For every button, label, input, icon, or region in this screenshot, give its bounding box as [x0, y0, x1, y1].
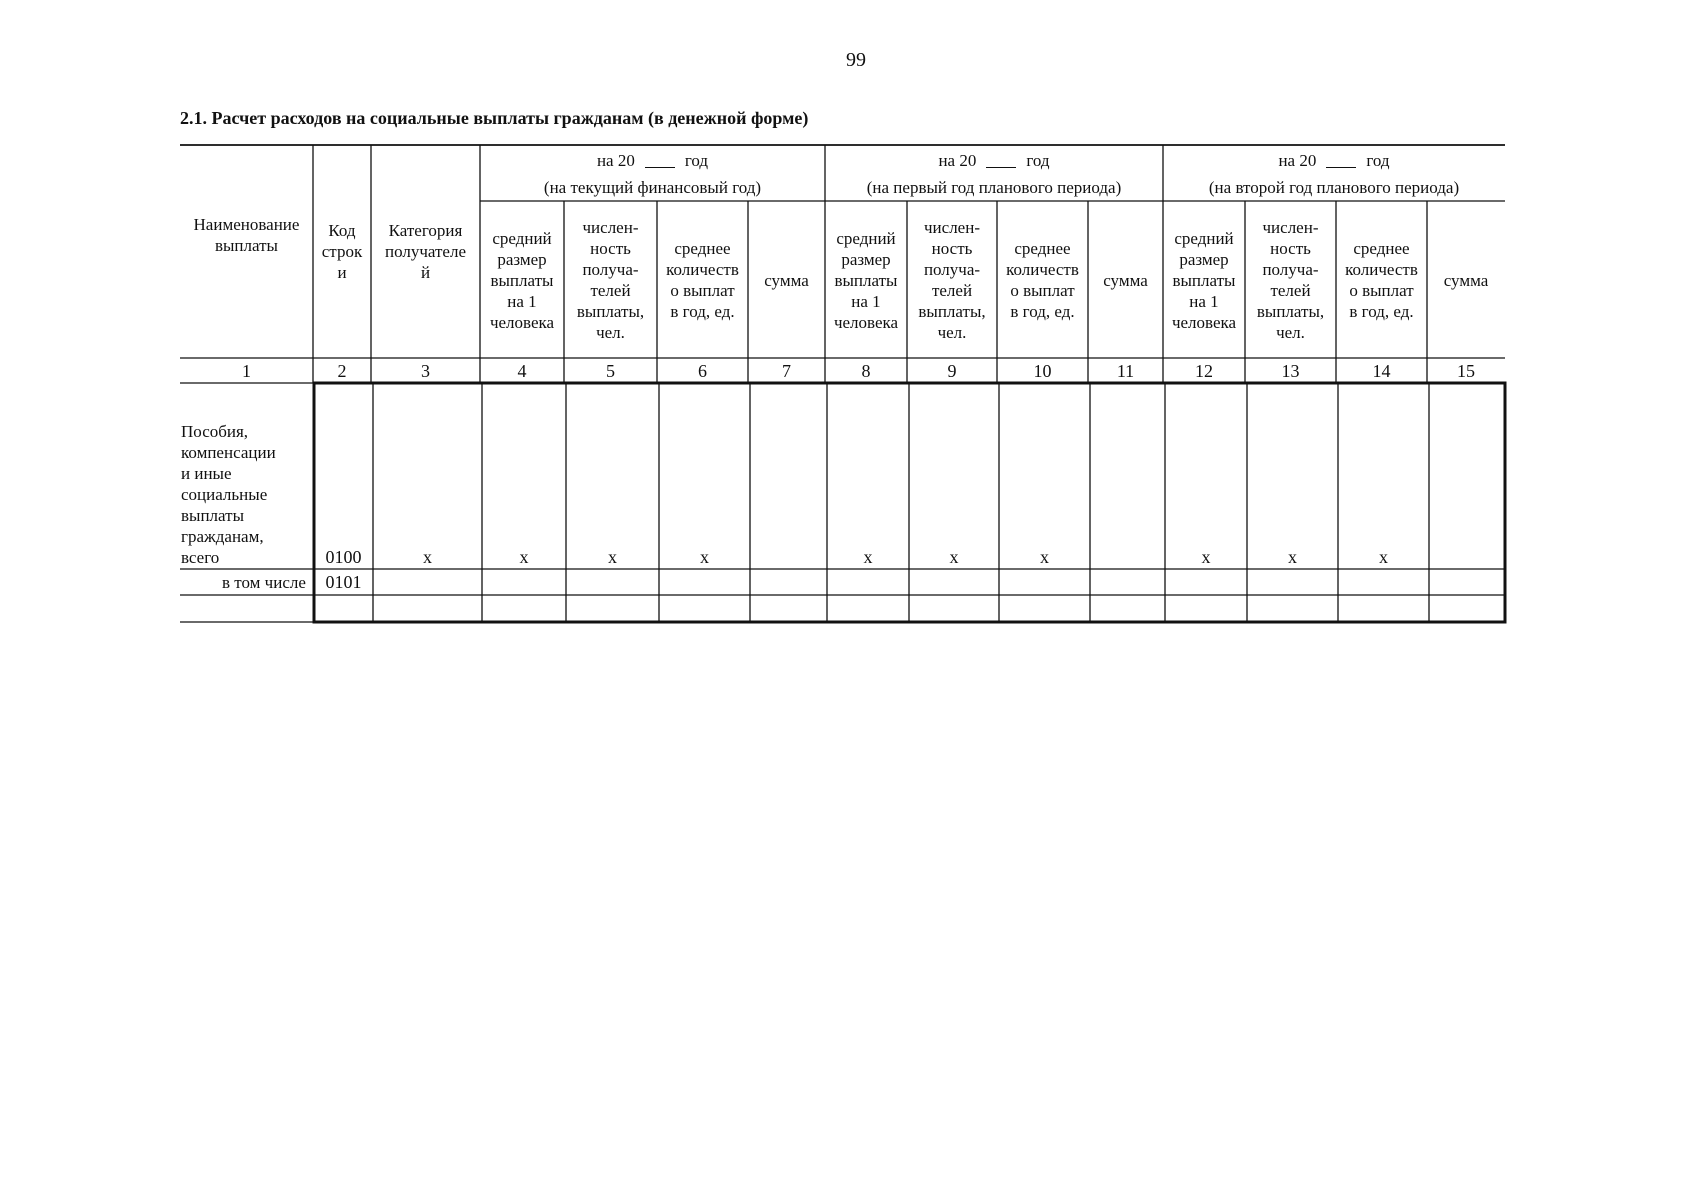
table-cell[interactable] — [1429, 596, 1505, 621]
table-cell[interactable] — [999, 570, 1090, 595]
column-number: 8 — [861, 361, 871, 381]
sub-recipients: числен- ность получа- телей выплаты, чел. — [576, 218, 645, 342]
table-cell[interactable]: x — [1040, 547, 1049, 567]
table-cell[interactable] — [482, 570, 566, 595]
row-code — [314, 596, 373, 621]
table-cell[interactable] — [1090, 540, 1165, 568]
sub-sum: сумма — [1443, 270, 1489, 290]
header-code: Код строк и — [321, 220, 363, 282]
table-cell[interactable] — [373, 570, 482, 595]
row-name-empty — [181, 596, 313, 621]
sub-avg-payment: средний размер выплаты на 1 человека — [1171, 228, 1237, 332]
table-cell[interactable] — [750, 596, 827, 621]
table-cell[interactable] — [566, 596, 659, 621]
column-number: 14 — [1372, 361, 1391, 381]
table-cell[interactable] — [750, 570, 827, 595]
column-number: 12 — [1195, 361, 1213, 381]
year-group-current-period: (на текущий финансовый год) — [543, 177, 762, 197]
sub-avg-payment: средний размер выплаты на 1 человека — [489, 228, 555, 332]
column-number: 11 — [1116, 361, 1135, 381]
year-group-current-year: на 20 год — [596, 150, 709, 170]
column-number: 2 — [337, 361, 347, 381]
table-cell[interactable] — [1247, 596, 1338, 621]
column-number: 7 — [782, 361, 791, 381]
year-group-second-year: на 20 год — [1278, 150, 1390, 170]
table-cell[interactable] — [1429, 570, 1505, 595]
sub-sum: сумма — [764, 270, 809, 290]
table-cell[interactable]: x — [863, 547, 873, 567]
table-cell[interactable] — [659, 570, 750, 595]
table-cell[interactable] — [566, 570, 659, 595]
table-cell[interactable]: x — [700, 547, 709, 567]
table-cell[interactable] — [1090, 596, 1165, 621]
table-cell[interactable] — [1090, 570, 1165, 595]
column-number: 4 — [517, 361, 527, 381]
column-number: 13 — [1281, 361, 1300, 381]
table-cell[interactable]: x — [608, 547, 617, 567]
row-code: 0101 — [325, 572, 362, 592]
table-cell[interactable] — [1247, 570, 1338, 595]
table-cell[interactable]: x — [949, 547, 959, 567]
column-number: 5 — [606, 361, 615, 381]
table-cell[interactable] — [999, 596, 1090, 621]
column-number: 15 — [1457, 361, 1475, 381]
header-name: Наименование выплаты — [193, 215, 300, 255]
table-cell[interactable] — [827, 570, 909, 595]
table-cell[interactable] — [1165, 570, 1247, 595]
table-cell[interactable] — [373, 596, 482, 621]
table-cell[interactable] — [909, 570, 999, 595]
table-cell[interactable] — [1429, 540, 1505, 568]
column-number: 1 — [242, 361, 251, 381]
sub-avg-count: среднее количеств о выплат в год, ед. — [1345, 239, 1418, 321]
table-cell[interactable] — [1338, 596, 1429, 621]
table-cell[interactable]: x — [1288, 547, 1297, 567]
table-cell[interactable] — [482, 596, 566, 621]
table-cell[interactable] — [659, 596, 750, 621]
table-cell[interactable]: x — [519, 547, 529, 567]
table-cell[interactable] — [750, 540, 827, 568]
year-group-first-period: (на первый год планового периода) — [866, 177, 1122, 197]
column-number: 10 — [1033, 361, 1052, 381]
sub-avg-payment: средний размер выплаты на 1 человека — [833, 228, 899, 332]
table-cell[interactable] — [1165, 596, 1247, 621]
sub-recipients: числен- ность получа- телей выплаты, чел. — [918, 218, 986, 342]
row-name-total: Пособия, компенсации и иные социальные выплаты гражданам, всего — [181, 421, 276, 567]
sub-sum: сумма — [1103, 270, 1148, 290]
section-title: 2.1. Расчет расходов на социальные выплаты гражданам (в денежной форме) — [180, 108, 809, 128]
page-number: 99 — [846, 49, 866, 71]
year-group-second-period: (на второй год планового периода) — [1208, 177, 1460, 197]
sub-avg-count: среднее количеств о выплат в год, ед. — [1006, 239, 1079, 321]
table-cell[interactable]: x — [423, 547, 432, 567]
sub-recipients: числен- ность получа- телей выплаты, чел. — [1256, 218, 1325, 342]
column-number: 3 — [421, 361, 430, 381]
header-category: Категория получателе й — [384, 220, 466, 282]
year-group-first-year: на 20 год — [938, 150, 1050, 170]
column-number: 9 — [947, 361, 957, 381]
table-cell[interactable]: x — [1201, 547, 1211, 567]
column-number: 6 — [698, 361, 707, 381]
table-cell[interactable] — [909, 596, 999, 621]
table-cell[interactable] — [827, 596, 909, 621]
sub-avg-count: среднее количеств о выплат в год, ед. — [666, 239, 739, 321]
table-cell[interactable] — [1338, 570, 1429, 595]
row-code: 0100 — [325, 547, 362, 567]
row-name-including: в том числе — [222, 573, 306, 592]
table-cell[interactable]: x — [1379, 547, 1388, 567]
